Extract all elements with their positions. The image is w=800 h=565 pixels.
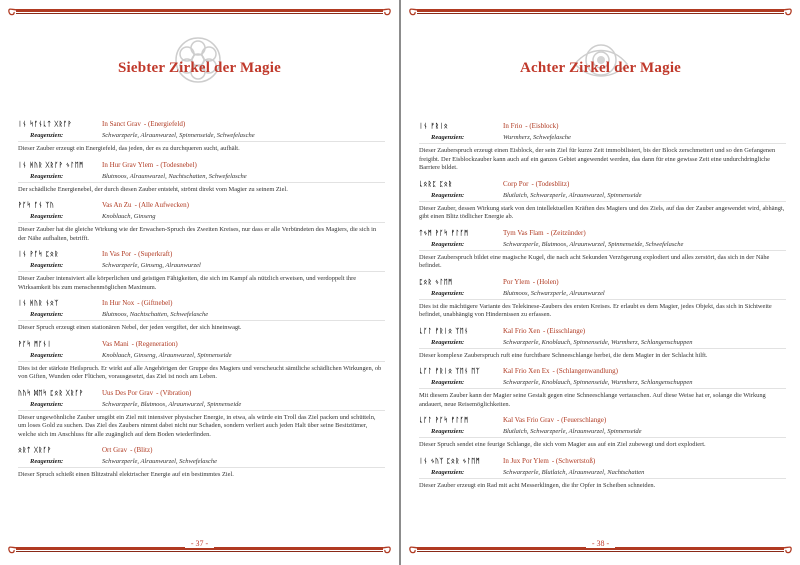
spell-runes: ᛁᚾ ᚹᚪᛋ ᛈᛟᚱ (18, 250, 59, 258)
spell-entry (18, 299, 385, 333)
spell-entry (18, 250, 385, 292)
top-border (6, 6, 393, 18)
reagents-label: Reagenzien: (431, 379, 465, 386)
spell-meaning: - (Superkraft) (134, 250, 173, 258)
spell-meaning: - (Schlangenwandlung) (552, 367, 618, 375)
spell-words: In Frio (503, 122, 523, 130)
spell-meaning: - (Giftnebel) (137, 299, 173, 307)
spell-words: Vas An Zu (102, 201, 132, 209)
spell-entry (419, 367, 786, 409)
spell-entry (18, 340, 385, 382)
spell-words: In Sanct Grav (102, 120, 141, 128)
spell-description: Dieser Zauberspruch bildet eine magische Kugel, die nach acht Sekunden Verzögerung explodiert und alles zerstört, das sich in der Nähe befindet. (419, 253, 770, 269)
spell-words: In Vas Por (102, 250, 132, 258)
spell-meaning: - (Zeitzünder) (546, 228, 586, 237)
page-number-label: - 37 - (185, 539, 214, 548)
reagents-label: Reagenzien: (431, 289, 465, 297)
reagents-label: Reagenzien: (431, 134, 465, 141)
reagents-list: Schwarzperle, Blutmoos, Alraunwurzel, Spinnenseide, Schwefelasche (503, 240, 684, 248)
spell-heading (18, 389, 385, 398)
spell-words: Kal Frio Xen (503, 326, 540, 335)
reagents-row (419, 427, 786, 438)
spell-entry (419, 327, 786, 361)
spell-words: Ort Grav (102, 446, 128, 454)
spell-words: Uus Des Por Grav (102, 388, 154, 397)
spell-description: Dieser Spruch sendet eine feurige Schlange, die sich vom Magier aus auf ein Ziel zubewegt und dort explodiert. (419, 441, 706, 448)
spell-heading (419, 457, 786, 466)
spell-meaning: - (Vibration) (156, 388, 192, 397)
spell-heading (419, 327, 786, 336)
page-title: Achter Zirkel der Magie (519, 60, 682, 76)
spell-entry (18, 389, 385, 440)
spell-words: Kal Vas Frio Grav (503, 416, 555, 424)
reagents-label: Reagenzien: (431, 191, 465, 199)
spell-heading (18, 201, 385, 210)
spell-words: In Jux Por Ylem (503, 456, 549, 465)
spell-description: Dieser Zauber erzeugt ein Energiefeld, das jeden, der es zu durchqueren sucht, aufhält. (18, 145, 240, 152)
reagents-label: Reagenzien: (30, 172, 64, 180)
spell-words: In Hur Grav Ylem (102, 160, 154, 169)
reagents-label: Reagenzien: (30, 262, 64, 269)
spell-description: Dieser Spruch schießt einen Blitzstrahl elektrischer Energie auf ein bestimmtes Ziel. (18, 471, 234, 478)
spell-runes: ᚢᚢᛋ ᛞᛖᛋ ᛈᛟᚱ ᚷᚱᚪᚹ (18, 388, 84, 397)
spell-entry (419, 229, 786, 271)
spell-heading (18, 120, 385, 129)
spell-words: In Hur Nox (102, 299, 135, 307)
spell-runes: ᚳᚪᛚ ᚹᚪᛋ ᚠᛚᚪᛗ (419, 416, 469, 424)
spell-list (419, 122, 786, 497)
spell-runes: ᛈᛟᚱ ᛃᛚᛖᛗ (419, 277, 453, 286)
spell-list (18, 120, 385, 487)
spell-description: Dieser ungewöhnliche Zauber umgibt ein Ziel mit intensiver physischer Energie, in etwa, als würde ein Troll das Ziel packen und schütteln, um loses Gold zu suchen. Das Ziel des Zaubers nimmt dabei nicht nur Schaden, sondern verliert auch jeden Halt über seine Besitztümer, welche sich im Anschluss für alle zugänglich auf dem Boden wiederfinden. (18, 413, 376, 438)
reagents-list: Wurmherz, Schwefelasche (503, 134, 571, 141)
scroll-ornament-icon (407, 6, 421, 18)
spell-meaning: - (Alle Aufwecken) (134, 201, 189, 209)
scroll-ornament-icon (780, 6, 794, 18)
spell-meaning: - (Todesnebel) (156, 160, 197, 169)
reagents-row (419, 191, 786, 202)
spell-runes: ᚳᚪᛚ ᚠᚱᛁᛟ ᛉᛖᚾ (419, 326, 469, 335)
spell-meaning: - (Schwertstoß) (551, 456, 596, 465)
spell-heading (419, 122, 786, 131)
spell-entry (419, 278, 786, 320)
spell-words: Corp Por (503, 179, 529, 188)
reagents-list: Schwarzperle, Alraunwurzel, Spinnenseide, Schwefelasche (102, 132, 255, 139)
spell-description: Dieser Zauberspruch erzeugt einen Eisblock, der sein Ziel für kurze Zeit immobilisiert, bis der Block zerschmettert und so den Gefangenen freigibt. Der Eisblockzauber kann auch auf ein ganzes Gebiet angewendet werden, das dann für eine gewisse Zeit eine undurchdringliche Barriere bildet. (419, 147, 776, 171)
reagents-list: Blutlaich, Schwarzperle, Alraunwurzel, Spinnenseide (503, 191, 642, 199)
spell-meaning: - (Blitz) (130, 446, 153, 454)
spell-runes: ᛟᚱᛏ ᚷᚱᚪᚹ (18, 446, 52, 454)
spell-entry (18, 161, 385, 195)
reagents-label: Reagenzien: (30, 132, 64, 139)
spell-heading (419, 278, 786, 287)
spell-words: Tym Vas Flam (503, 228, 544, 237)
reagents-list: Schwarzperle, Ginseng, Alraunwurzel (102, 262, 201, 269)
spell-entry (419, 457, 786, 491)
reagents-label: Reagenzien: (431, 468, 465, 476)
spell-meaning: - (Eisschlange) (542, 326, 586, 335)
page-number (0, 539, 399, 548)
reagents-row (18, 261, 385, 272)
spell-runes: ᛁᚾ ᛋᚪᚾᚳᛏ ᚷᚱᚪᚹ (18, 120, 72, 128)
reagents-row (18, 212, 385, 223)
spell-runes: ᛁᚾ ᚻᚢᚱ ᚾᛟᛉ (18, 299, 59, 307)
spell-heading (419, 229, 786, 238)
spell-entry (419, 180, 786, 222)
spell-description: Dies ist die mächtigere Variante des Telekinese-Zaubers des ersten Kreises. Er erlaubt es dem Magier, jedes Objekt, das sich in Sichtweite befindet, unabhängig von Hindernissen zu erfassen. (419, 302, 772, 318)
page-number-label: - 38 - (586, 539, 615, 548)
spell-description: Dieser komplexe Zauberspruch ruft eine furchtbare Schneeschlange herbei, die dem Magier in der Schlacht hilft. (419, 351, 708, 359)
spell-runes: ᛁᚾ ᛃᚢᛉ ᛈᛟᚱ ᛃᛚᛖᛗ (419, 456, 481, 465)
spell-meaning: - (Feuerschlange) (557, 416, 607, 424)
spell-description: Der schädliche Energienebel, der durch diesen Zauber entsteht, strömt direkt vom Magier zu seinem Ziel. (18, 185, 288, 193)
spell-description: Mit diesem Zauber kann der Magier seine Gestalt gegen eine Schneeschlange vertauschen. Auf diese Weise hat er, solange die Wirkung andauert, neue Reisemöglichkeiten. (419, 392, 766, 408)
reagents-list: Blutmoos, Alraunwurzel, Nachtschatten, Schwefelasche (102, 172, 247, 180)
spell-entry (419, 416, 786, 450)
spell-heading (18, 250, 385, 259)
spell-heading (419, 180, 786, 189)
spell-words: Vas Mani (102, 339, 129, 348)
reagents-row (18, 351, 385, 362)
reagents-list: Blutmoos, Schwarzperle, Alraunwurzel (503, 289, 605, 297)
reagents-list: Knoblauch, Ginseng (102, 213, 156, 220)
reagents-label: Reagenzien: (30, 213, 64, 220)
reagents-row (419, 133, 786, 144)
spell-description: Dieser Spruch erzeugt einen stationären Nebel, der jeden vergiftet, der sich hineinwagt. (18, 324, 242, 331)
spell-entry (419, 122, 786, 173)
reagents-list: Knoblauch, Ginseng, Alraunwurzel, Spinnenseide (102, 351, 232, 359)
spell-entry (18, 201, 385, 243)
reagents-list: Blutmoos, Nachtschatten, Schwefelasche (102, 311, 209, 318)
spell-runes: ᚹᚪᛋ ᛗᚪᚾᛁ (18, 339, 52, 348)
page-left (0, 0, 399, 565)
spell-heading (18, 446, 385, 455)
scroll-ornament-icon (6, 6, 20, 18)
page-number (401, 539, 800, 548)
reagents-row (18, 457, 385, 468)
spell-runes: ᚳᚪᛚ ᚠᚱᛁᛟ ᛉᛖᚾ ᛖᛉ (419, 367, 481, 375)
spell-entry (18, 120, 385, 154)
reagents-row (18, 310, 385, 321)
reagents-label: Reagenzien: (431, 240, 465, 248)
spell-description: Dieser Zauber hat die gleiche Wirkung wie der Erwachen-Spruch des Zweiten Kreises, nur dass er alle Verbündeten des Magiers, die sich in der Nähe aufhalten, betrifft. (18, 226, 377, 242)
reagents-list: Schwarzperle, Knoblauch, Spinnenseide, Wurmherz, Schlangenschuppen (503, 379, 693, 386)
spell-runes: ᛁᚾ ᚻᚢᚱ ᚷᚱᚪᚹ ᛃᛚᛖᛗ (18, 160, 84, 169)
reagents-label: Reagenzien: (30, 400, 64, 408)
spell-runes: ᛁᚾ ᚠᚱᛁᛟ (419, 122, 449, 130)
reagents-row (419, 468, 786, 479)
reagents-label: Reagenzien: (30, 311, 64, 318)
reagents-label: Reagenzien: (30, 458, 64, 465)
spell-runes: ᛏᛃᛗ ᚹᚪᛋ ᚠᛚᚪᛗ (419, 228, 469, 237)
spell-description: Dieser Zauber intensiviert alle körperlichen und geistigen Fähigkeiten, die sich im Kampf als nützlich erweisen, und verdoppelt ihre Wirksamkeit bis zum menschenmöglichen Maximum. (18, 275, 357, 291)
reagents-list: Schwarzperle, Blutmoos, Alraunwurzel, Spinnenseide (102, 400, 242, 408)
spell-meaning: - (Holen) (532, 277, 559, 286)
reagents-label: Reagenzien: (431, 338, 465, 346)
scroll-ornament-icon (379, 6, 393, 18)
reagents-row (419, 240, 786, 251)
page-right (401, 0, 800, 565)
spell-meaning: - (Regeneration) (131, 339, 178, 348)
reagents-row (18, 131, 385, 142)
spell-runes: ᚹᚪᛋ ᚪᚾ ᛉᚢ (18, 201, 55, 209)
reagents-label: Reagenzien: (431, 428, 465, 435)
reagents-list: Schwarzperle, Blutlaich, Alraunwurzel, Nachtschatten (503, 468, 645, 476)
reagents-list: Schwarzperle, Alraunwurzel, Schwefelasche (102, 458, 218, 465)
spell-heading (18, 299, 385, 308)
reagents-label: Reagenzien: (30, 351, 64, 359)
reagents-row (419, 338, 786, 349)
spell-meaning: - (Todesblitz) (531, 179, 570, 188)
spell-heading (18, 340, 385, 349)
reagents-row (419, 289, 786, 300)
reagents-list: Blutlaich, Schwarzperle, Alraunwurzel, Spinnenseide (503, 428, 642, 435)
spell-meaning: - (Eisblock) (525, 122, 559, 130)
spell-description: Dies ist der stärkste Heilspruch. Er wirkt auf alle Angehörigen der Gruppe des Magiers und verscheucht sämtliche schädlichen Wirkungen, ob von Giften, Wunden oder Flüchen, vorausgesetzt, das Ziel ist noch am Leben. (18, 364, 382, 380)
spell-heading (419, 367, 786, 376)
top-border (407, 6, 794, 18)
spell-words: Kal Frio Xen Ex (503, 367, 550, 375)
spell-runes: ᚳᛟᚱᛈ ᛈᛟᚱ (419, 179, 453, 188)
spell-entry (18, 446, 385, 480)
reagents-row (419, 378, 786, 389)
spell-description: Dieser Zauber, dessen Wirkung stark von den intellektuellen Kräften des Magiers und des Ziels, auf das der Zauber angewendet wird, abhängt, gibt einen Blitz tödlicher Energie ab. (419, 204, 785, 220)
spell-heading (18, 161, 385, 170)
page-title: Siebter Zirkel der Magie (118, 60, 281, 76)
reagents-row (18, 172, 385, 183)
spell-description: Dieser Zauber erzeugt ein Rad mit acht Messerklingen, die ihr Opfer in Scheiben schneiden. (419, 481, 656, 489)
spell-words: Por Ylem (503, 277, 530, 286)
reagents-list: Schwarzperle, Knoblauch, Spinnenseide, Wurmherz, Schlangenschuppen (503, 338, 693, 346)
reagents-row (18, 400, 385, 411)
spell-meaning: - (Energiefeld) (143, 120, 186, 128)
spell-heading (419, 416, 786, 425)
